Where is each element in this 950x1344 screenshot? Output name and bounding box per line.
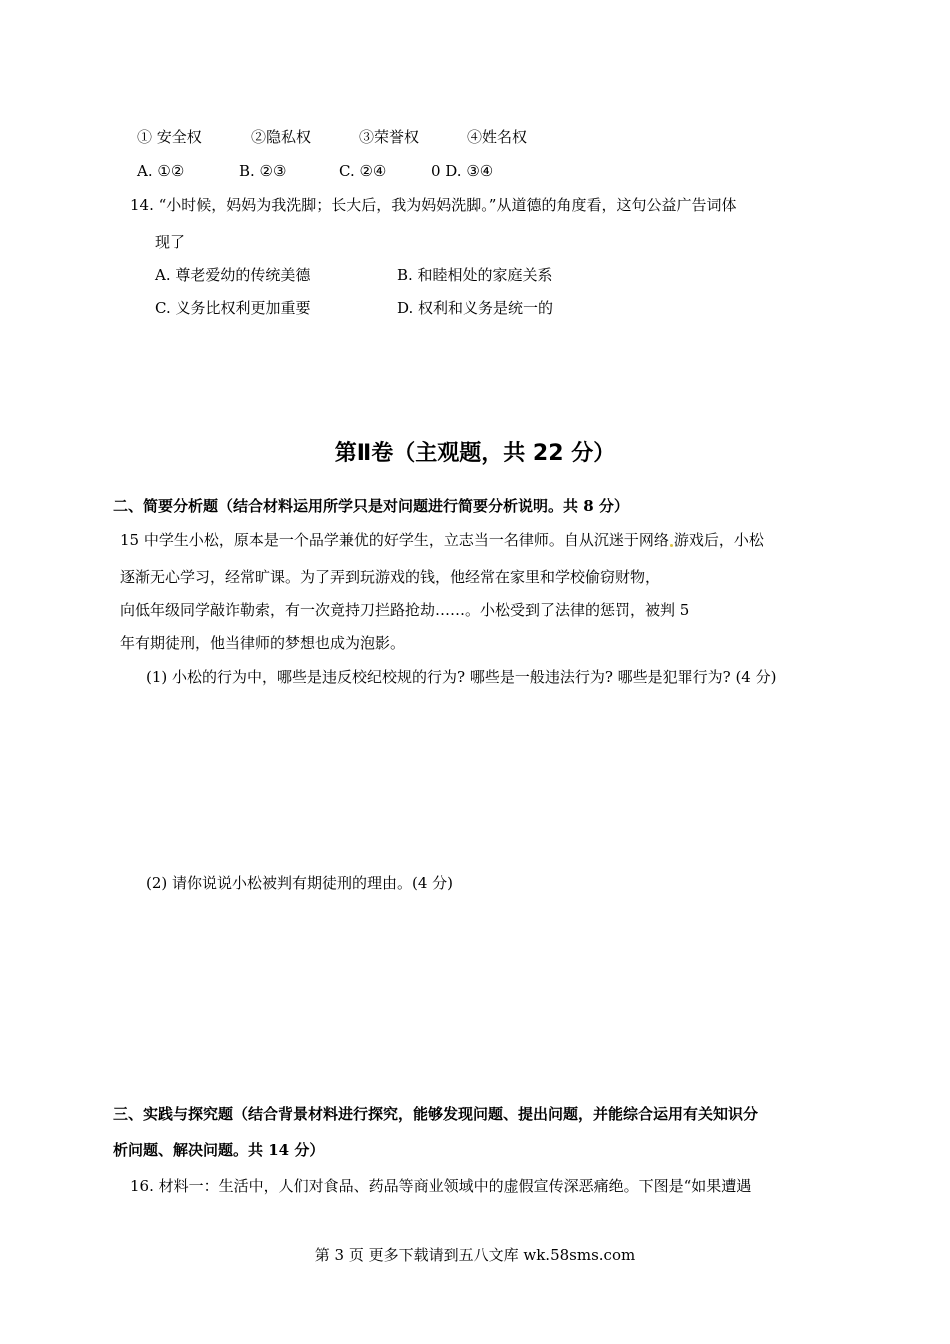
q14-option-c: C. 义务比权利更加重要 bbox=[155, 299, 311, 317]
section3-heading-line2: 析问题、解决问题。共 14 分） bbox=[113, 1141, 325, 1159]
q15-line1-part-a: 15 中学生小松，原本是一个品学兼优的好学生，立志当一名律师。自从沉迷于网络 bbox=[120, 531, 669, 549]
q14-stem-line2: 现了 bbox=[155, 233, 186, 251]
q13-option-a: A. ①② bbox=[137, 162, 185, 180]
q13-item-3: ③荣誉权 bbox=[359, 128, 420, 146]
part2-title: 第Ⅱ卷（主观题，共 22 分） bbox=[334, 441, 616, 466]
q15-line3: 向低年级同学敲诈勒索，有一次竟持刀拦路抢劫……。小松受到了法律的惩罚，被判 5 bbox=[120, 601, 690, 619]
section2-heading: 二、简要分析题（结合材料运用所学只是对问题进行简要分析说明。共 8 分） bbox=[113, 497, 629, 515]
q14-option-a: A. 尊老爱幼的传统美德 bbox=[155, 266, 311, 284]
q14-stem-line1: 14. “小时候，妈妈为我洗脚；长大后，我为妈妈洗脚。”从道德的角度看，这句公益广告词体 bbox=[130, 196, 737, 214]
q13-option-c: C. ②④ bbox=[339, 162, 387, 180]
decorative-dot-icon bbox=[670, 544, 673, 547]
q15-line2: 逐渐无心学习，经常旷课。为了弄到玩游戏的钱，他经常在家里和学校偷窃财物， bbox=[120, 568, 661, 586]
q15-sub-question-2: (2) 请你说说小松被判有期徒刑的理由。(4 分) bbox=[146, 874, 454, 892]
q13-option-d: 0 D. ③④ bbox=[431, 162, 494, 180]
q15-sub-question-1: (1) 小松的行为中，哪些是违反校纪校规的行为? 哪些是一般违法行为? 哪些是犯罪行为? (4 分) bbox=[146, 668, 777, 686]
page-footer: 第 3 页 更多下载请到五八文库 wk.58sms.com bbox=[314, 1246, 636, 1264]
q15-line4: 年有期徒刑，他当律师的梦想也成为泡影。 bbox=[120, 634, 406, 652]
section3-heading-line1: 三、实践与探究题（结合背景材料进行探究，能够发现问题、提出问题，并能综合运用有关知识分 bbox=[113, 1105, 759, 1123]
q13-option-b: B. ②③ bbox=[239, 162, 287, 180]
q13-item-1: ① 安全权 bbox=[137, 128, 202, 146]
q14-option-b: B. 和睦相处的家庭关系 bbox=[397, 266, 553, 284]
q15-line1 bbox=[120, 530, 764, 550]
q13-item-2: ②隐私权 bbox=[251, 128, 312, 146]
q13-item-4: ④姓名权 bbox=[467, 128, 528, 146]
q16-line1: 16. 材料一：生活中，人们对食品、药品等商业领域中的虚假宣传深恶痛绝。下图是“如果遭遇 bbox=[130, 1177, 752, 1195]
q14-option-d: D. 权利和义务是统一的 bbox=[397, 299, 554, 317]
q15-line1-part-b: 游戏后，小松 bbox=[673, 531, 764, 549]
